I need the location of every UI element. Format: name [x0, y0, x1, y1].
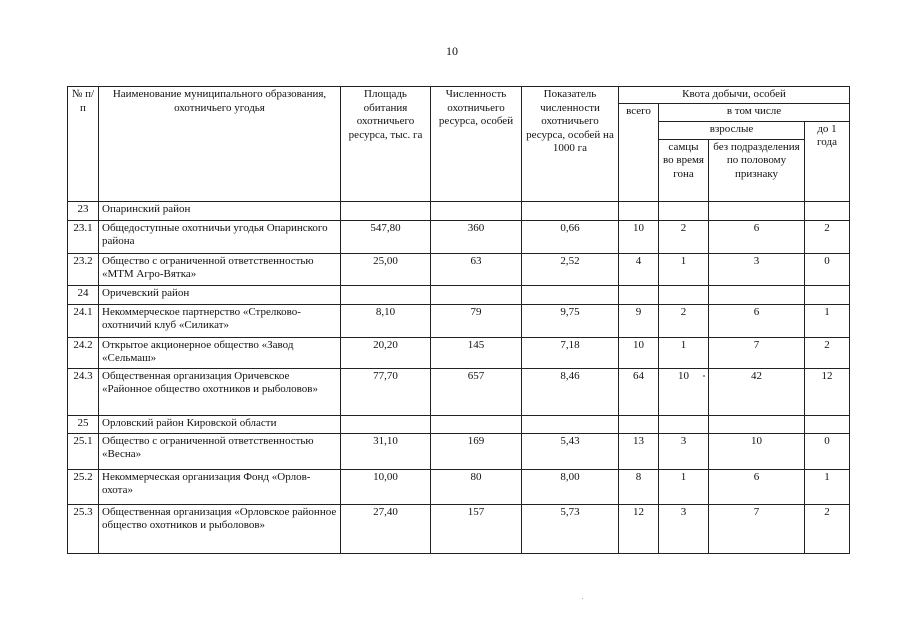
table-row	[68, 469, 850, 504]
cell-area: 31,10	[341, 433, 431, 469]
cell-nosex: 7	[709, 504, 805, 553]
header-males: самцы во время гона	[659, 139, 709, 201]
empty-cell	[619, 201, 659, 220]
district-row	[68, 201, 850, 220]
cell-num: 23.1	[68, 220, 99, 253]
header-name: Наименование муниципального образования, охотничьего угодья	[99, 87, 341, 202]
cell-males: 1	[659, 253, 709, 285]
cell-num: 23.2	[68, 253, 99, 285]
cell-name: Опаринский район	[99, 201, 341, 220]
empty-cell	[805, 201, 850, 220]
cell-count: 79	[431, 304, 522, 337]
cell-under1: 12	[805, 368, 850, 415]
cell-density: 0,66	[522, 220, 619, 253]
empty-cell	[341, 285, 431, 304]
table-row	[68, 504, 850, 553]
empty-cell	[522, 415, 619, 433]
cell-males: 10	[659, 368, 709, 415]
cell-area: 25,00	[341, 253, 431, 285]
scan-speck	[582, 598, 583, 599]
page-number: 10	[446, 44, 458, 58]
cell-num: 25.2	[68, 469, 99, 504]
cell-total: 9	[619, 304, 659, 337]
empty-cell	[709, 201, 805, 220]
empty-cell	[619, 285, 659, 304]
empty-cell	[522, 201, 619, 220]
cell-total: 4	[619, 253, 659, 285]
cell-num: 25.3	[68, 504, 99, 553]
cell-density: 5,73	[522, 504, 619, 553]
cell-area: 27,40	[341, 504, 431, 553]
cell-count: 169	[431, 433, 522, 469]
scan-speck	[703, 375, 705, 377]
empty-cell	[659, 415, 709, 433]
cell-under1: 2	[805, 220, 850, 253]
cell-num: 24.3	[68, 368, 99, 415]
cell-num: 24	[68, 285, 99, 304]
header-num: № п/п	[68, 87, 99, 202]
empty-cell	[805, 285, 850, 304]
quota-table	[67, 86, 850, 554]
cell-total: 13	[619, 433, 659, 469]
cell-name: Орловский район Кировской области	[99, 415, 341, 433]
cell-area: 10,00	[341, 469, 431, 504]
cell-males: 1	[659, 337, 709, 368]
table-row	[68, 220, 850, 253]
cell-count: 157	[431, 504, 522, 553]
cell-num: 25.1	[68, 433, 99, 469]
cell-name: Общественная организация «Орловское районное общество охотников и рыболовов»	[99, 504, 341, 553]
cell-density: 5,43	[522, 433, 619, 469]
cell-density: 9,75	[522, 304, 619, 337]
cell-males: 2	[659, 304, 709, 337]
empty-cell	[659, 201, 709, 220]
cell-under1: 2	[805, 337, 850, 368]
cell-under1: 1	[805, 469, 850, 504]
header-including: в том числе	[659, 103, 850, 121]
cell-name: Некоммерческое партнерство «Стрелково-охотничий клуб «Силикат»	[99, 304, 341, 337]
header-quota: Квота добычи, особей	[619, 87, 850, 104]
header-density: Показатель численности охотничьего ресурса, особей на 1000 га	[522, 87, 619, 202]
cell-nosex: 6	[709, 469, 805, 504]
cell-area: 8,10	[341, 304, 431, 337]
empty-cell	[522, 285, 619, 304]
cell-nosex: 6	[709, 304, 805, 337]
cell-males: 1	[659, 469, 709, 504]
empty-cell	[341, 201, 431, 220]
table-body	[68, 201, 850, 553]
cell-under1: 0	[805, 253, 850, 285]
table-row	[68, 433, 850, 469]
header-nosex: без подразделения по половому признаку	[709, 139, 805, 201]
empty-cell	[709, 285, 805, 304]
cell-under1: 1	[805, 304, 850, 337]
table-row	[68, 304, 850, 337]
cell-density: 8,46	[522, 368, 619, 415]
cell-nosex: 10	[709, 433, 805, 469]
cell-name: Открытое акционерное общество «Завод «Сельмаш»	[99, 337, 341, 368]
cell-total: 10	[619, 220, 659, 253]
cell-count: 63	[431, 253, 522, 285]
cell-males: 2	[659, 220, 709, 253]
cell-density: 8,00	[522, 469, 619, 504]
cell-count: 145	[431, 337, 522, 368]
cell-total: 8	[619, 469, 659, 504]
table-row	[68, 253, 850, 285]
cell-area: 77,70	[341, 368, 431, 415]
header-adults: взрослые	[659, 121, 805, 139]
cell-total: 12	[619, 504, 659, 553]
cell-area: 547,80	[341, 220, 431, 253]
cell-density: 2,52	[522, 253, 619, 285]
header-count: Численность охотничьего ресурса, особей	[431, 87, 522, 202]
cell-num: 24.1	[68, 304, 99, 337]
cell-num: 23	[68, 201, 99, 220]
cell-count: 80	[431, 469, 522, 504]
table-row	[68, 337, 850, 368]
empty-cell	[805, 415, 850, 433]
cell-under1: 2	[805, 504, 850, 553]
header-total: всего	[619, 103, 659, 201]
cell-name: Общественная организация Оричевское «Районное общество охотников и рыболовов»	[99, 368, 341, 415]
cell-name: Некоммерческая организация Фонд «Орлов-охота»	[99, 469, 341, 504]
cell-total: 64	[619, 368, 659, 415]
district-row	[68, 285, 850, 304]
header-under1: до 1 года	[805, 121, 850, 201]
cell-density: 7,18	[522, 337, 619, 368]
cell-nosex: 42	[709, 368, 805, 415]
table-header	[68, 87, 850, 202]
district-row	[68, 415, 850, 433]
cell-name: Общество с ограниченной ответственностью «Весна»	[99, 433, 341, 469]
cell-area: 20,20	[341, 337, 431, 368]
empty-cell	[709, 415, 805, 433]
empty-cell	[659, 285, 709, 304]
cell-num: 24.2	[68, 337, 99, 368]
cell-males: 3	[659, 433, 709, 469]
cell-total: 10	[619, 337, 659, 368]
cell-count: 657	[431, 368, 522, 415]
cell-count: 360	[431, 220, 522, 253]
empty-cell	[431, 415, 522, 433]
cell-num: 25	[68, 415, 99, 433]
cell-nosex: 7	[709, 337, 805, 368]
cell-nosex: 6	[709, 220, 805, 253]
cell-nosex: 3	[709, 253, 805, 285]
cell-name: Общество с ограниченной ответственностью «МТМ Агро-Вятка»	[99, 253, 341, 285]
empty-cell	[431, 201, 522, 220]
empty-cell	[619, 415, 659, 433]
cell-name: Оричевский район	[99, 285, 341, 304]
cell-under1: 0	[805, 433, 850, 469]
header-area: Площадь обитания охотничьего ресурса, тыс. га	[341, 87, 431, 202]
empty-cell	[341, 415, 431, 433]
empty-cell	[431, 285, 522, 304]
table-row	[68, 368, 850, 415]
cell-name: Общедоступные охотничьи угодья Опаринского района	[99, 220, 341, 253]
cell-males: 3	[659, 504, 709, 553]
